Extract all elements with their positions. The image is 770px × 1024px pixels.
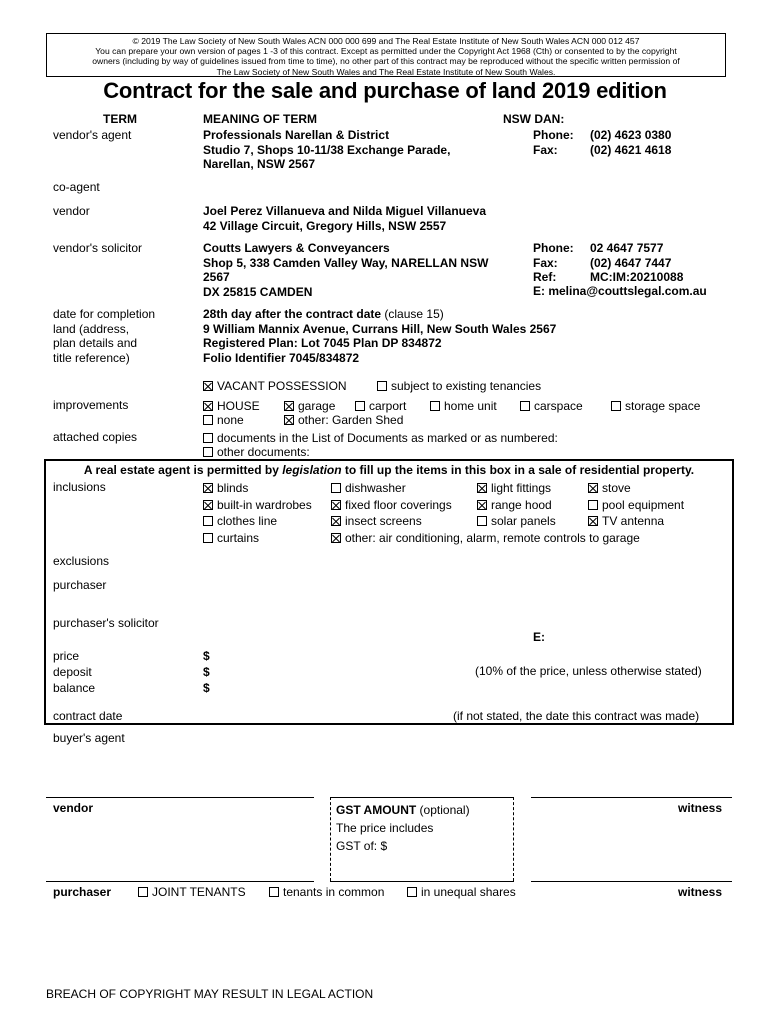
inclusion-blinds — [203, 480, 248, 496]
tenancies-checkbox[interactable] — [377, 381, 387, 391]
completion-clause: (clause 15) — [381, 307, 444, 321]
ref-label: Ref: — [533, 270, 557, 284]
purchaser-signature-line — [46, 881, 314, 882]
label-date-for-completion: date for completion — [53, 307, 156, 321]
joint-tenants-option — [138, 884, 246, 900]
price-dollar: $ — [203, 649, 210, 663]
vendor-names: Joel Perez Villanueva and Nilda Miguel Villanueva — [203, 204, 486, 218]
storage-label: storage space — [625, 399, 701, 413]
vendors-agent-phone: (02) 4623 0380 — [590, 128, 672, 142]
label-price: price — [53, 649, 80, 663]
carspace-checkbox[interactable] — [520, 401, 530, 411]
documents-checkbox[interactable] — [203, 433, 213, 443]
gst-title-row — [336, 801, 470, 819]
dishwasher-label: dishwasher — [345, 481, 406, 495]
solicitor-address-1: Shop 5, 338 Camden Valley Way, NARELLAN NSW — [203, 255, 489, 270]
tv-antenna-checkbox[interactable] — [588, 516, 598, 526]
unequal-shares-label: in unequal shares — [421, 885, 516, 899]
copyright-line-3: owners (including by way of guidelines issued from time to time), no other part of this contract may be reproduced without the specific written permission of — [92, 56, 680, 67]
vacant-possession-checkbox[interactable] — [203, 381, 213, 391]
solicitor-phone: 02 4647 7577 — [590, 241, 664, 255]
copyright-line-1: © 2019 The Law Society of New South Wales ACN 000 000 699 and The Real Estate Institute of New South Wales ACN 000 012 457 — [132, 36, 640, 46]
vacant-possession-label: VACANT POSSESSION — [217, 379, 347, 393]
inclusion-other — [331, 530, 640, 546]
inclusion-clothes-line — [203, 513, 277, 529]
vendor-witness-line — [531, 797, 732, 798]
attached-other — [203, 444, 310, 460]
price-labels — [53, 648, 95, 696]
garage-checkbox[interactable] — [284, 401, 294, 411]
solicitor-contact-values — [590, 241, 683, 285]
vendors-agent-contact-values — [590, 128, 671, 157]
completion-labels — [53, 307, 155, 365]
inclusion-insect-screens — [331, 513, 422, 529]
inclusion-pool — [588, 497, 684, 513]
copyright-notice — [46, 33, 726, 77]
header-nsw-dan: NSW DAN: — [503, 112, 565, 126]
phone-label: Phone: — [533, 241, 574, 255]
storage-checkbox[interactable] — [611, 401, 621, 411]
wardrobes-label: built-in wardrobes — [217, 498, 312, 512]
vendors-solicitor-details — [203, 241, 488, 299]
label-co-agent: co-agent — [53, 180, 100, 194]
range-hood-checkbox[interactable] — [477, 500, 487, 510]
vendor-signature-line — [46, 797, 314, 798]
solicitor-fax: (02) 4647 7447 — [590, 255, 672, 270]
inclusion-range-hood — [477, 497, 552, 513]
label-purchasers-solicitor: purchaser's solicitor — [53, 616, 159, 630]
label-vendors-agent: vendor's agent — [53, 128, 132, 142]
solar-checkbox[interactable] — [477, 516, 487, 526]
vendors-agent-details — [203, 128, 450, 172]
balance-dollar: $ — [203, 681, 210, 695]
completion-values — [203, 307, 556, 365]
tenants-in-common-label: tenants in common — [283, 885, 385, 899]
phone-label: Phone: — [533, 128, 574, 142]
label-exclusions: exclusions — [53, 554, 110, 568]
solicitor-ref: MC:IM:20210088 — [590, 270, 684, 284]
improvement-carspace — [520, 398, 583, 414]
range-hood-label: range hood — [491, 498, 552, 512]
vendor-witness-label: witness — [678, 801, 723, 815]
label-buyers-agent: buyer's agent — [53, 731, 125, 745]
gst-line-2[interactable]: GST of: $ — [336, 839, 388, 853]
heading-legislation: legislation — [282, 463, 342, 477]
inclusion-tv — [588, 513, 664, 529]
unequal-shares-option — [407, 884, 516, 900]
improvement-storage — [611, 398, 700, 414]
vendors-agent-fax: (02) 4621 4618 — [590, 142, 672, 157]
floor-coverings-checkbox[interactable] — [331, 500, 341, 510]
completion-date — [203, 307, 556, 322]
improvement-other — [284, 412, 403, 428]
wardrobes-checkbox[interactable] — [203, 500, 213, 510]
other-inclusion-checkbox[interactable] — [331, 533, 341, 543]
purchaser-witness-line — [531, 881, 732, 882]
label-improvements: improvements — [53, 398, 129, 412]
vendors-agent-address-1: Studio 7, Shops 10-11/38 Exchange Parade, — [203, 142, 451, 157]
garage-label: garage — [298, 399, 336, 413]
label-land-address: land (address, — [53, 321, 130, 336]
fax-label: Fax: — [533, 142, 558, 157]
curtains-label: curtains — [217, 531, 260, 545]
inclusion-light-fittings — [477, 480, 551, 496]
insect-screens-checkbox[interactable] — [331, 516, 341, 526]
stove-checkbox[interactable] — [588, 483, 598, 493]
clothes-line-label: clothes line — [217, 514, 278, 528]
label-title-reference: title reference) — [53, 350, 130, 365]
purchaser-signature-label: purchaser — [53, 885, 112, 899]
home-unit-label: home unit — [444, 399, 497, 413]
label-contract-date: contract date — [53, 709, 123, 723]
label-plan-details: plan details and — [53, 336, 138, 350]
solicitor-address-2: 2567 — [203, 270, 230, 284]
page-title: Contract for the sale and purchase of land 2019 edition — [103, 78, 667, 103]
solar-label: solar panels — [491, 514, 556, 528]
other-improvement-checkbox[interactable] — [284, 415, 294, 425]
gst-line-1: The price includes — [336, 821, 434, 835]
other-improvement-label: other: Garden Shed — [298, 413, 404, 427]
other-documents-label: other documents: — [217, 445, 310, 459]
none-checkbox[interactable] — [203, 415, 213, 425]
possession-row — [203, 378, 347, 394]
inclusion-wardrobes — [203, 497, 312, 513]
header-meaning: MEANING OF TERM — [203, 112, 317, 126]
home-unit-checkbox[interactable] — [430, 401, 440, 411]
vendors-agent-name: Professionals Narellan & District — [203, 128, 390, 142]
other-inclusion-label: other: air conditioning, alarm, remote controls to garage — [345, 531, 640, 545]
blinds-checkbox[interactable] — [203, 483, 213, 493]
purchaser-witness-label: witness — [678, 885, 723, 899]
label-balance: balance — [53, 681, 96, 695]
carport-label: carport — [369, 399, 407, 413]
label-deposit: deposit — [53, 665, 92, 679]
pool-checkbox[interactable] — [588, 500, 598, 510]
copyright-line-4: The Law Society of New South Wales and The Real Estate Institute of New South Wales. — [216, 66, 556, 77]
floor-coverings-label: fixed floor coverings — [345, 498, 452, 512]
vendors-agent-address-2: Narellan, NSW 2567 — [203, 157, 316, 171]
folio-identifier: Folio Identifier 7045/834872 — [203, 350, 360, 365]
documents-label: documents in the List of Documents as marked or as numbered: — [217, 431, 558, 445]
inclusion-curtains — [203, 530, 259, 546]
tenancies-row — [377, 378, 541, 394]
joint-tenants-checkbox[interactable] — [138, 887, 148, 897]
tv-antenna-label: TV antenna — [602, 514, 665, 528]
solicitor-contact-labels — [533, 241, 574, 285]
inclusion-dishwasher — [331, 480, 406, 496]
light-fittings-label: light fittings — [491, 481, 552, 495]
heading-pre: A real estate agent is permitted by — [83, 463, 283, 477]
inclusion-floor-coverings — [331, 497, 452, 513]
agent-box-heading — [46, 463, 732, 477]
insect-screens-label: insect screens — [345, 514, 422, 528]
carport-checkbox[interactable] — [355, 401, 365, 411]
tenants-in-common-checkbox[interactable] — [269, 887, 279, 897]
footer-copyright-warning: BREACH OF COPYRIGHT MAY RESULT IN LEGAL ACTION — [46, 987, 374, 1001]
blinds-label: blinds — [217, 481, 249, 495]
label-vendor: vendor — [53, 204, 90, 218]
tenants-in-common-option — [269, 884, 384, 900]
deposit-dollar: $ — [203, 665, 210, 679]
none-label: none — [217, 413, 244, 427]
inclusion-stove — [588, 480, 631, 496]
gst-content — [336, 801, 470, 855]
carspace-label: carspace — [534, 399, 583, 413]
gst-title: GST AMOUNT — [336, 803, 417, 817]
inclusion-solar — [477, 513, 556, 529]
registered-plan: Registered Plan: Lot 7045 Plan DP 834872 — [203, 336, 442, 350]
copyright-line-2: You can prepare your own version of pages 1 -3 of this contract. Except as permitted under the Copyright Act 1968 (Cth) or consented to by the copyright — [95, 46, 677, 57]
other-documents-checkbox[interactable] — [203, 447, 213, 457]
label-vendors-solicitor: vendor's solicitor — [53, 241, 142, 255]
unequal-shares-checkbox[interactable] — [407, 887, 417, 897]
gst-box-bottom-line — [330, 881, 514, 882]
house-label: HOUSE — [217, 399, 260, 413]
curtains-checkbox[interactable] — [203, 533, 213, 543]
heading-post: to fill up the items in this box in a sale of residential property. — [341, 463, 695, 477]
purchaser-solicitor-email-label: E: — [533, 630, 545, 644]
land-address: 9 William Mannix Avenue, Currans Hill, New South Wales 2567 — [203, 321, 557, 336]
gst-optional: (optional) — [416, 803, 470, 817]
light-fittings-checkbox[interactable] — [477, 483, 487, 493]
solicitor-dx: DX 25815 CAMDEN — [203, 284, 313, 299]
dishwasher-checkbox[interactable] — [331, 483, 341, 493]
price-dollar-signs — [203, 648, 210, 696]
label-inclusions: inclusions — [53, 480, 106, 494]
contract-date-note: (if not stated, the date this contract was made) — [453, 709, 700, 723]
stove-label: stove — [602, 481, 631, 495]
vendor-signature-label: vendor — [53, 801, 94, 815]
vendor-details — [203, 204, 486, 233]
tenancies-label: subject to existing tenancies — [391, 379, 542, 393]
completion-date-bold: 28th day after the contract date — [203, 307, 382, 321]
improvement-none — [203, 412, 244, 428]
solicitor-name: Coutts Lawyers & Conveyancers — [203, 241, 390, 255]
label-attached-copies: attached copies — [53, 430, 138, 444]
label-purchaser: purchaser — [53, 578, 107, 592]
deposit-note: (10% of the price, unless otherwise stated) — [475, 664, 702, 678]
clothes-line-checkbox[interactable] — [203, 516, 213, 526]
joint-tenants-label: JOINT TENANTS — [152, 885, 246, 899]
vendors-agent-contact-labels — [533, 128, 574, 157]
vendor-address: 42 Village Circuit, Gregory Hills, NSW 2557 — [203, 218, 447, 233]
solicitor-email: E: melina@couttslegal.com.au — [533, 284, 707, 298]
fax-label: Fax: — [533, 255, 558, 270]
improvement-home-unit — [430, 398, 497, 414]
header-term: TERM — [103, 112, 137, 126]
house-checkbox[interactable] — [203, 401, 213, 411]
pool-label: pool equipment — [602, 498, 685, 512]
